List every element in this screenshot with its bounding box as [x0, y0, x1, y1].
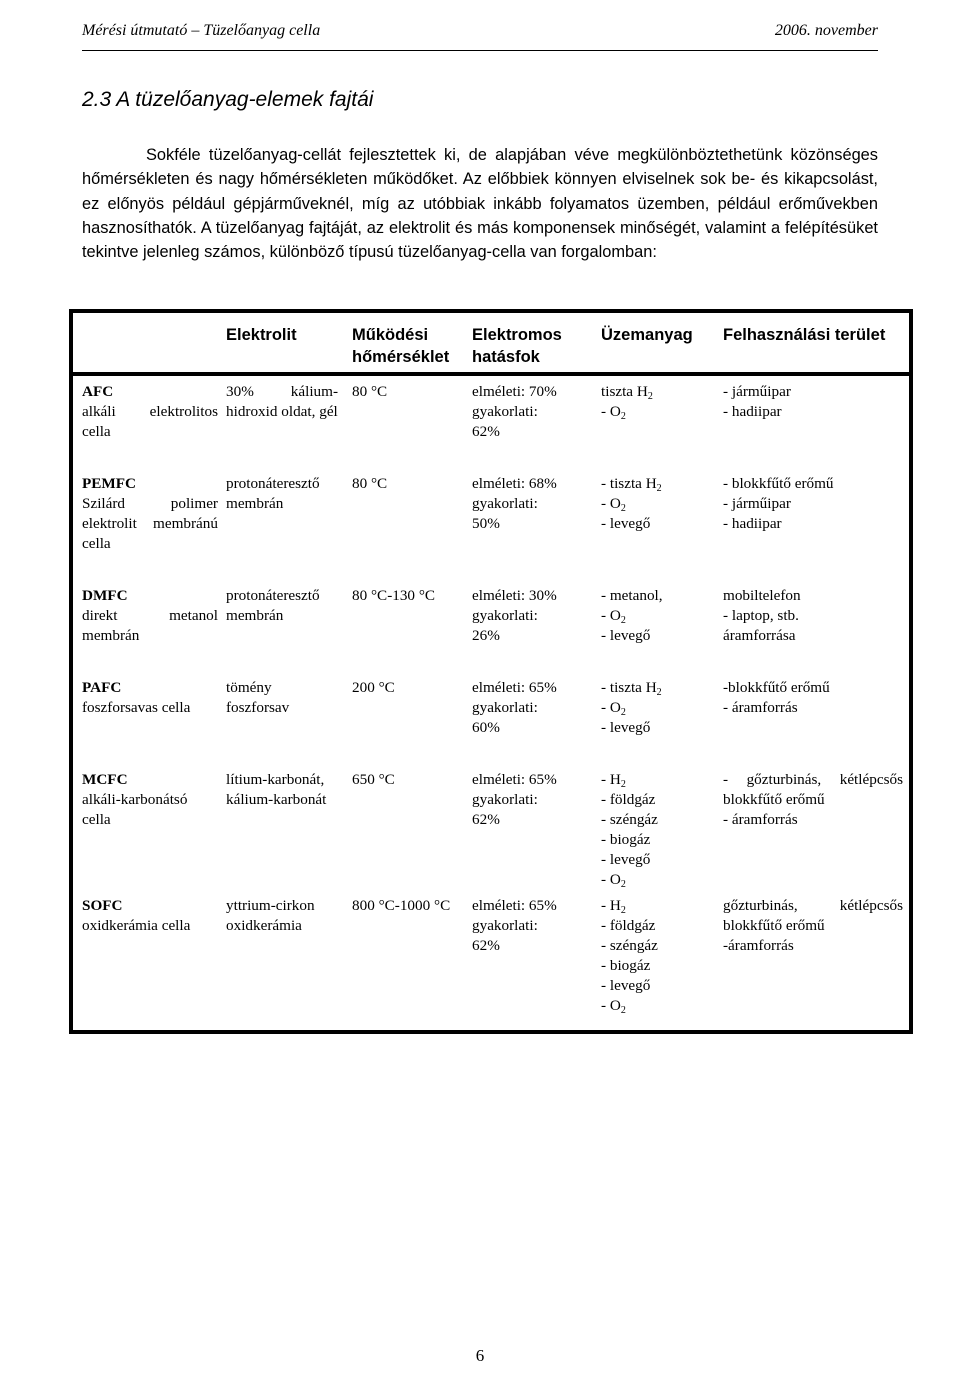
fuel-line [601, 494, 713, 514]
cell-electrolyte [218, 374, 344, 468]
cell-electrolyte-text: lítium-karbonát, kálium-karbonát [226, 771, 327, 808]
fuel-line [601, 810, 713, 830]
fuel-subscript: 2 [620, 615, 626, 626]
cell-temperature [344, 374, 464, 468]
cell-fuel [593, 672, 713, 764]
cell-type-name: PAFC [82, 679, 122, 696]
fuel-line [601, 586, 713, 606]
fuel-line [601, 382, 713, 402]
cell-electrolyte-text: protonáteresztő membrán [226, 475, 320, 512]
intro-paragraph-text: Sokféle tüzelőanyag-cellát fejlesztettek ki, de alapjában véve megkülönböztethetünk közönséges hőmérsékleten és nagy hőmérsékleten működőket. Az előbbiek könnyen elviselnek sok be- és kikapcsolást, ez előnyös például gépjárműveknél, míg az utóbbiak inkább folyamatos üzemben, például erőművekben hasznosíthatók. A tüzelőanyag fajtáját, az elektrolit és más komponensek minőségét, valamint a felépítésüket tekintve jelenleg számos, különböző típusú tüzelőanyag-cella van forgalomban: [82, 146, 878, 262]
table-row [71, 764, 911, 890]
cell-electrolyte [218, 890, 344, 1032]
cell-temperature-text: 650 °C [352, 771, 395, 788]
fuel-text: - levegő [601, 977, 651, 994]
table-row [71, 672, 911, 764]
cell-fuel [593, 764, 713, 890]
cell-type-description: alkáli-karbonátsó cella [82, 791, 188, 828]
fuel-subscript: 2 [620, 503, 626, 514]
fuel-text: - levegő [601, 627, 651, 644]
fuel-line [601, 718, 713, 738]
fuel-line [601, 514, 713, 534]
use-line: - áramforrás [723, 811, 798, 828]
efficiency-line: gyakorlati: [472, 699, 538, 716]
fuel-text: - H [601, 771, 621, 788]
efficiency-line: elméleti: 65% [472, 679, 557, 696]
cell-temperature-text: 800 °C-1000 °C [352, 897, 451, 914]
use-line: - gőzturbinás, kétlépcsős blokkfűtő erőmű [723, 771, 903, 808]
fuel-text: - tiszta H [601, 475, 657, 492]
fuel-text: - földgáz [601, 791, 656, 808]
fuel-subscript: 2 [620, 779, 626, 790]
fuel-text: - széngáz [601, 937, 658, 954]
fuel-text: - biogáz [601, 831, 651, 848]
use-line: - járműipar [723, 495, 791, 512]
fuel-line [601, 790, 713, 810]
cell-type [71, 890, 218, 1032]
fuel-text: - O [601, 495, 621, 512]
cell-type-name: PEMFC [82, 475, 136, 492]
fuel-subscript: 2 [620, 879, 626, 890]
table-row [71, 374, 911, 468]
cell-electrolyte [218, 672, 344, 764]
cell-electrolyte [218, 764, 344, 890]
cell-electrolyte-text: yttrium-cirkon oxidkerámia [226, 897, 315, 934]
efficiency-line: gyakorlati: [472, 917, 538, 934]
cell-type-name: DMFC [82, 587, 128, 604]
fuel-line [601, 956, 713, 976]
fuel-text: - tiszta H [601, 679, 657, 696]
cell-efficiency [464, 764, 593, 890]
header-cell-type [71, 311, 218, 374]
fuel-subscript: 2 [647, 391, 653, 402]
header-date: 2006. november [774, 22, 878, 39]
fuel-subscript: 2 [656, 687, 662, 698]
fuel-line [601, 474, 713, 494]
fuel-line [601, 678, 713, 698]
fuel-line [601, 896, 713, 916]
use-line: gőzturbinás, kétlépcsős blokkfűtő erőmű [723, 897, 903, 934]
cell-temperature [344, 764, 464, 890]
header-cell-use: Felhasználási terület [723, 326, 886, 344]
cell-fuel [593, 374, 713, 468]
table-row [71, 580, 911, 672]
fuel-line [601, 770, 713, 790]
efficiency-line: gyakorlati: [472, 495, 538, 512]
fuel-line [601, 850, 713, 870]
use-line: -áramforrás [723, 937, 794, 954]
fuel-line [601, 698, 713, 718]
use-line: - laptop, stb. [723, 607, 799, 624]
fuel-subscript: 2 [620, 411, 626, 422]
intro-paragraph [82, 143, 878, 264]
fuel-text: - levegő [601, 851, 651, 868]
fuel-subscript: 2 [620, 905, 626, 916]
cell-type-description: foszforsavas cella [82, 699, 191, 716]
cell-use [713, 672, 911, 764]
cell-type-name: MCFC [82, 771, 128, 788]
fuel-line [601, 626, 713, 646]
fuel-subscript: 2 [656, 483, 662, 494]
efficiency-line: elméleti: 68% [472, 475, 557, 492]
efficiency-line: 62% [472, 423, 500, 440]
cell-electrolyte-text: protonáteresztő membrán [226, 587, 320, 624]
cell-fuel [593, 580, 713, 672]
cell-type [71, 580, 218, 672]
fuel-line [601, 916, 713, 936]
fuel-text: - metanol, [601, 587, 663, 604]
fuel-text: tiszta H [601, 383, 648, 400]
header-cell-efficiency: Elektromos hatásfok [472, 326, 562, 366]
cell-use [713, 468, 911, 580]
cell-use [713, 890, 911, 1032]
cell-fuel [593, 468, 713, 580]
cell-use [713, 580, 911, 672]
fuel-line [601, 936, 713, 956]
header-title: Mérési útmutató – Tüzelőanyag cella [82, 22, 321, 39]
fuel-line [601, 606, 713, 626]
fuel-line [601, 996, 713, 1016]
fuel-text: - biogáz [601, 957, 651, 974]
table-body [71, 374, 911, 1032]
fuel-text: - H [601, 897, 621, 914]
cell-type [71, 374, 218, 468]
use-line: - blokkfűtő erőmű [723, 475, 834, 492]
fuel-text: - levegő [601, 719, 651, 736]
use-line: áramforrása [723, 627, 796, 644]
cell-electrolyte-text: 30% kálium-hidroxid oldat, gél [226, 383, 338, 420]
cell-efficiency [464, 672, 593, 764]
page-header [82, 22, 878, 44]
efficiency-line: elméleti: 65% [472, 771, 557, 788]
cell-type-name: AFC [82, 383, 114, 400]
cell-temperature [344, 890, 464, 1032]
table-row [71, 890, 911, 1032]
fuel-subscript: 2 [620, 1005, 626, 1016]
cell-type [71, 672, 218, 764]
cell-temperature [344, 468, 464, 580]
fuel-line [601, 830, 713, 850]
header-cell-fuel: Üzemanyag [601, 326, 693, 344]
efficiency-line: elméleti: 70% [472, 383, 557, 400]
fuel-text: - O [601, 607, 621, 624]
efficiency-line: elméleti: 30% [472, 587, 557, 604]
header-divider [82, 50, 878, 51]
cell-type-description: Szilárd polimer elektrolit membránú cella [82, 495, 218, 552]
fuel-text: - levegő [601, 515, 651, 532]
cell-type-description: oxidkerámia cella [82, 917, 191, 934]
fuel-text: - O [601, 403, 621, 420]
use-line: - járműipar [723, 383, 791, 400]
cell-type [71, 764, 218, 890]
efficiency-line: 62% [472, 937, 500, 954]
cell-electrolyte [218, 580, 344, 672]
cell-temperature-text: 80 °C [352, 383, 388, 400]
fuel-text: - O [601, 997, 621, 1014]
header-cell-electrolyte: Elektrolit [226, 326, 297, 344]
cell-type [71, 468, 218, 580]
efficiency-line: gyakorlati: [472, 791, 538, 808]
use-line: - hadiipar [723, 403, 782, 420]
table-header-row [71, 311, 911, 374]
page-number: 6 [475, 1346, 485, 1365]
use-line: - hadiipar [723, 515, 782, 532]
cell-efficiency [464, 468, 593, 580]
cell-temperature-text: 200 °C [352, 679, 395, 696]
fuel-text: - O [601, 871, 621, 888]
fuel-text: - földgáz [601, 917, 656, 934]
cell-efficiency [464, 374, 593, 468]
use-line: - áramforrás [723, 699, 798, 716]
header-cell-temperature: Működési hőmérséklet [352, 326, 450, 366]
fuel-line [601, 870, 713, 890]
cell-type-name: SOFC [82, 897, 123, 914]
efficiency-line: elméleti: 65% [472, 897, 557, 914]
cell-electrolyte-text: tömény foszforsav [226, 679, 290, 716]
efficiency-line: gyakorlati: [472, 403, 538, 420]
cell-electrolyte [218, 468, 344, 580]
efficiency-line: 60% [472, 719, 500, 736]
fuel-cell-table [69, 309, 913, 1034]
efficiency-line: gyakorlati: [472, 607, 538, 624]
fuel-text: - O [601, 699, 621, 716]
efficiency-line: 26% [472, 627, 500, 644]
cell-type-description: direkt metanol membrán [82, 607, 218, 644]
efficiency-line: 50% [472, 515, 500, 532]
cell-type-description: alkáli elektrolitos cella [82, 403, 218, 440]
cell-temperature-text: 80 °C-130 °C [352, 587, 436, 604]
cell-temperature [344, 580, 464, 672]
efficiency-line: 62% [472, 811, 500, 828]
fuel-line [601, 402, 713, 422]
use-line: -blokkfűtő erőmű [723, 679, 830, 696]
use-line: mobiltelefon [723, 587, 801, 604]
fuel-line [601, 976, 713, 996]
cell-use [713, 374, 911, 468]
fuel-subscript: 2 [620, 707, 626, 718]
section-title: 2.3 A tüzelőanyag-elemek fajtái [82, 88, 374, 111]
cell-temperature-text: 80 °C [352, 475, 388, 492]
cell-efficiency [464, 890, 593, 1032]
cell-use [713, 764, 911, 890]
cell-efficiency [464, 580, 593, 672]
cell-temperature [344, 672, 464, 764]
cell-fuel [593, 890, 713, 1032]
table-row [71, 468, 911, 580]
fuel-text: - széngáz [601, 811, 658, 828]
